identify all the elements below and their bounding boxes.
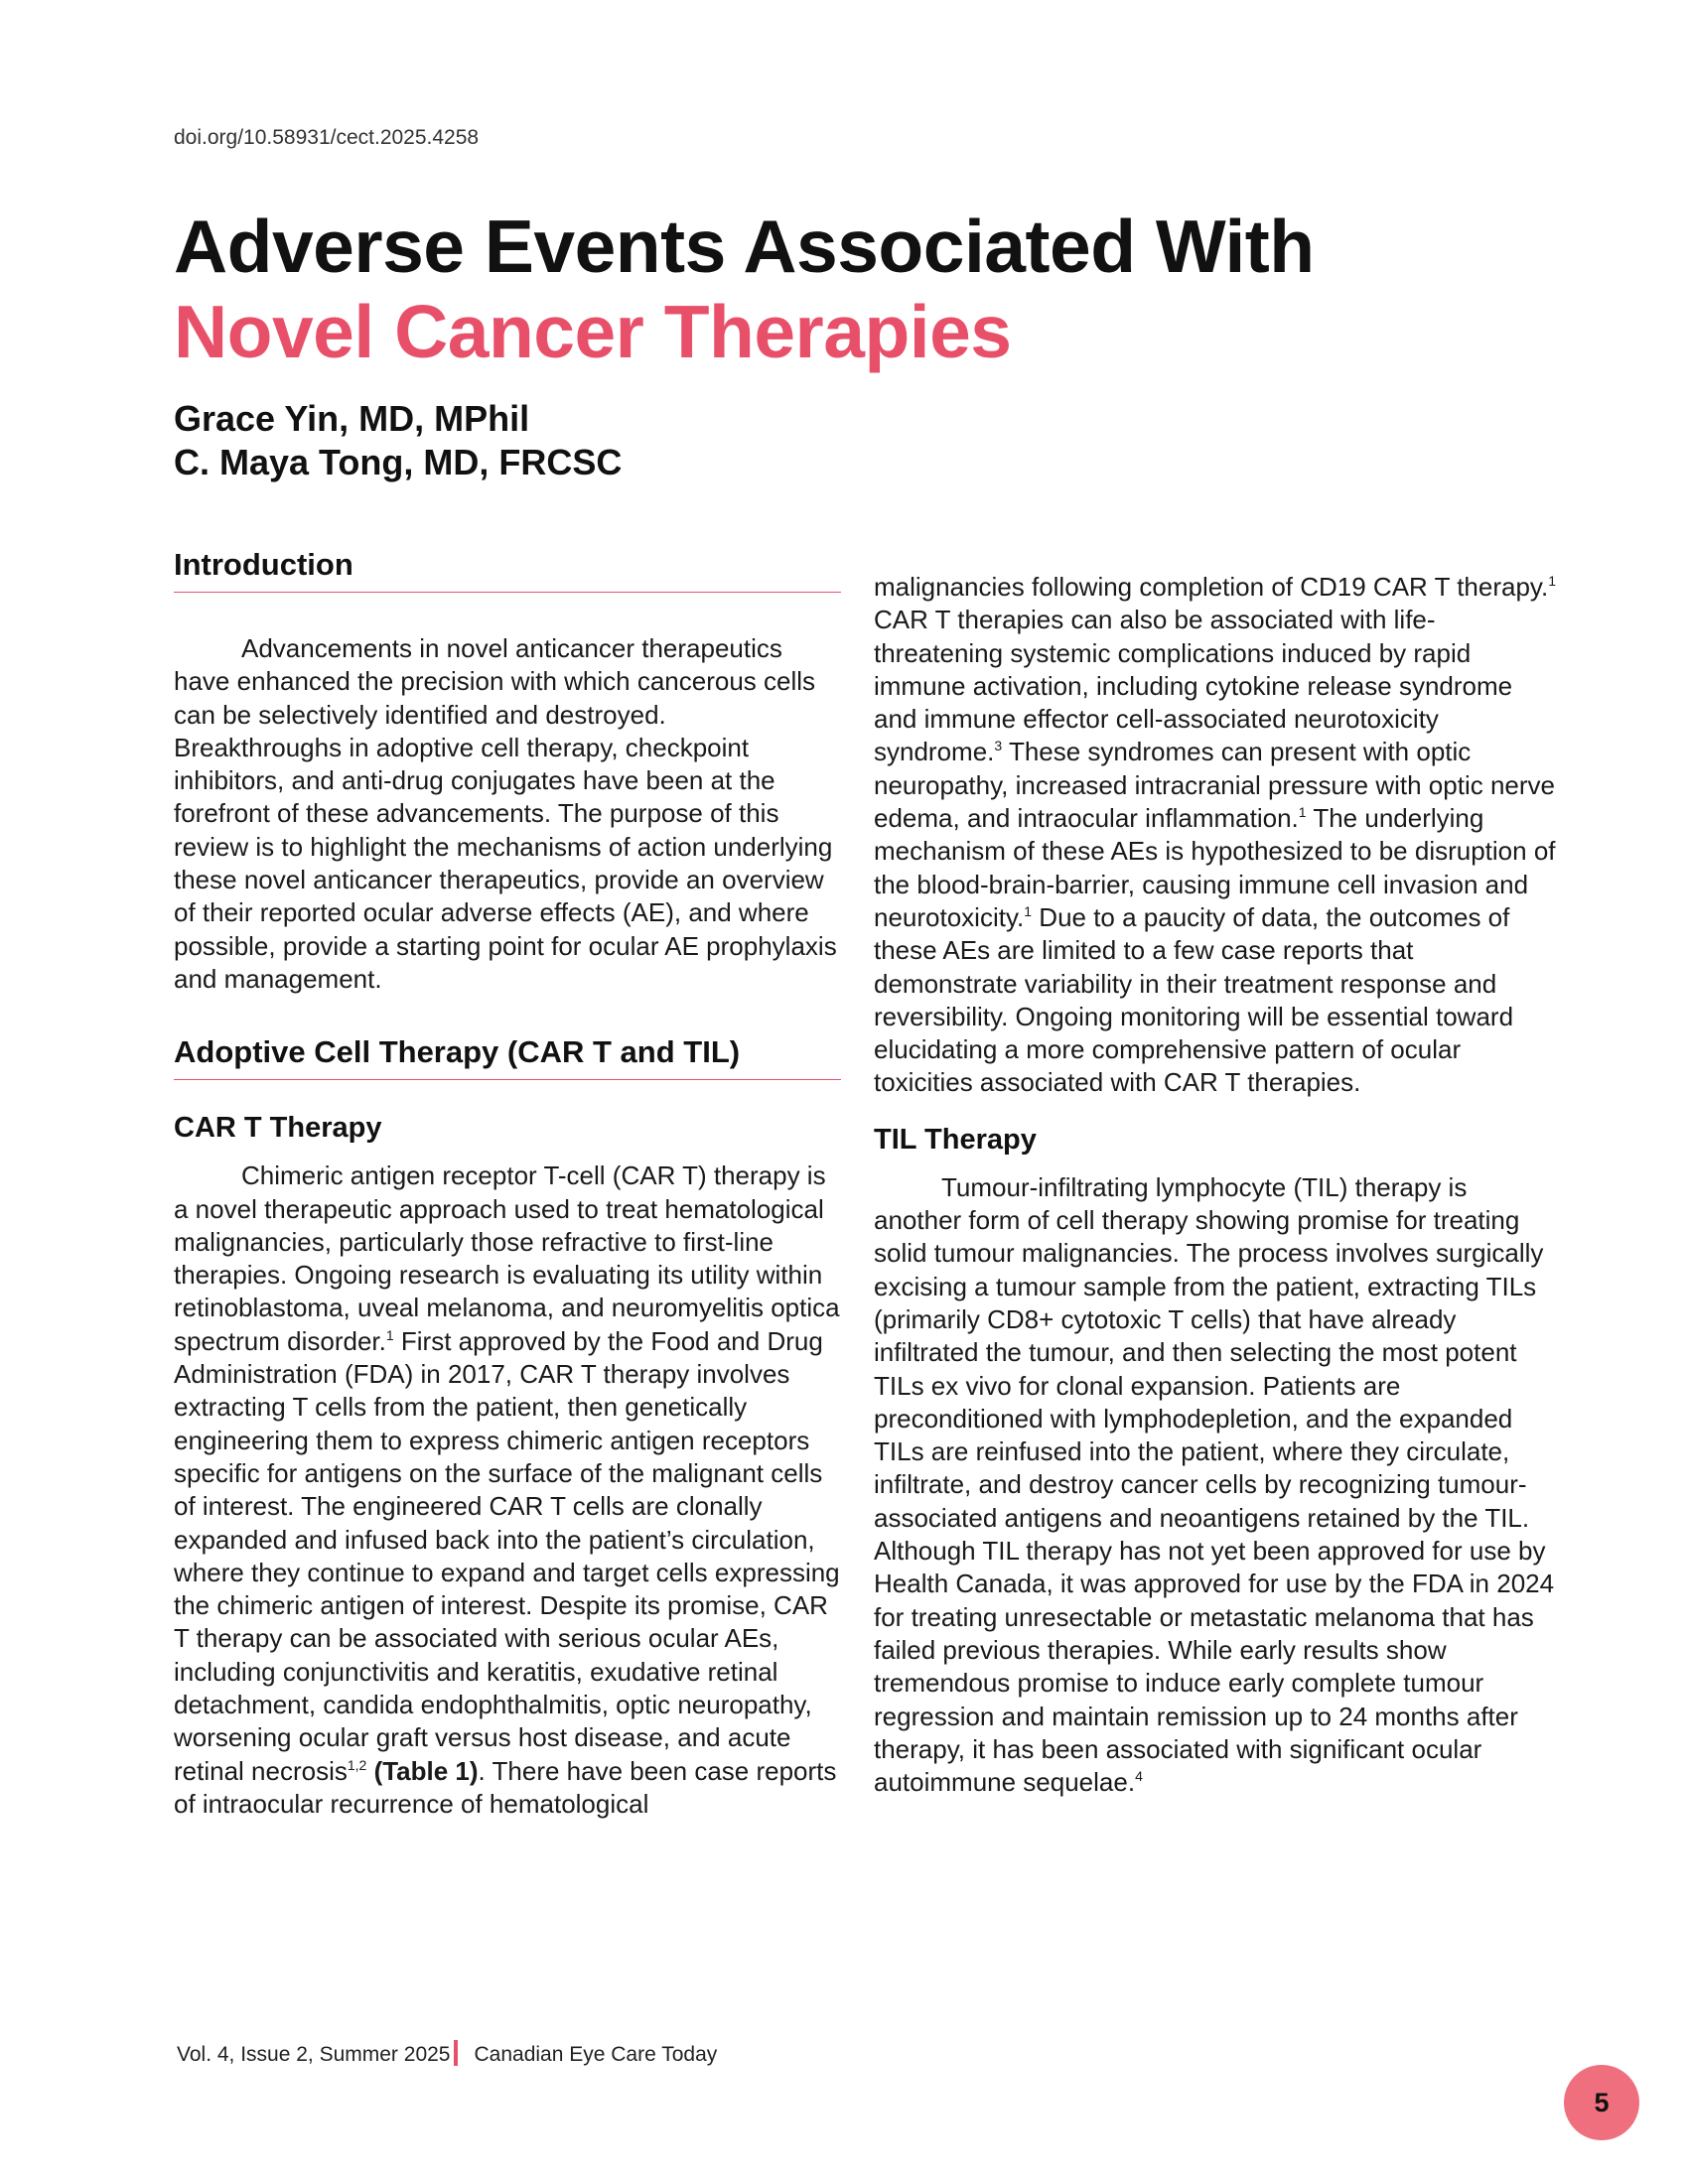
car-t-continuation-text [874,571,1559,1100]
citation-superscript: 1 [1024,902,1033,919]
article-title [174,204,1315,374]
citation-superscript: 1,2 [347,1756,367,1773]
introduction-text: Advancements in novel anticancer therapeutics have enhanced the precision with which cancerous cells can be selectively identified and destroyed. Breakthroughs in adoptive cell therapy, checkpoint inhibitors, and anti-drug conjugates have been at the forefront of these advancements. The purpose of this review is to highlight the mechanisms of action underlying these novel anticancer therapeutics, provide an overview of their reported ocular adverse effects (AE), and where possible, provide a starting point for ocular AE prophylaxis and management. [174,633,837,994]
continuation-part-4: The underlying mechanism of these AEs is hypothesized to be disruption of the blood-brain-barrier, causing immune cell invasion and neurotoxicity. [874,803,1556,932]
citation-superscript: 1 [1298,804,1307,821]
car-t-heading: CAR T Therapy [174,1112,382,1145]
citation-superscript: 1 [385,1326,394,1343]
table-1-reference[interactable]: (Table 1) [373,1755,479,1786]
doi-link[interactable]: doi.org/10.58931/cect.2025.4258 [174,126,480,149]
til-text-body: Tumour-infiltrating lymphocyte (TIL) therapy is another form of cell therapy showing promise for treating solid tumour malignancies. The process involves surgically excising a tumour sample from the patient, extracting TILs (primarily CD8+ cytotoxic T cells) that have already infiltrated the tumour, and then selecting the most potent TILs ex vivo for clonal expansion. Patients are preconditioned with lymphodepletion, and the expanded TILs are reinfused into the patient, where they circulate, infiltrate, and destroy cancer cells by recognizing tumour-associated antigens and neoantigens retained by the TIL. Although TIL therapy has not yet been approved for use by Health Canada, it was approved for use by the FDA in 2024 for treating unresectable or metastatic melanoma that has failed previous therapies. While early results show tremendous promise to induce early complete tumour regression and maintain remission up to 24 months after therapy, it has been associated with significant ocular autoimmune sequelae. [874,1171,1555,1798]
right-column [874,571,1559,1799]
journal-name: Canadian Eye Care Today [474,2043,718,2066]
page-footer [177,2040,717,2067]
page-number-badge: 5 [1564,2065,1639,2140]
car-t-text [174,1160,841,1821]
title-line-2: Novel Cancer Therapies [174,290,1012,373]
car-t-text-part-2: First approved by the Food and Drug Administration (FDA) in 2017, CAR T therapy involves extracting T cells from the patient, then genetically engineering them to express chimeric antigen receptors specific for antigens on the surface of the malignant cells of interest. The engineered CAR T cells are clonally expanded and infused back into the patient’s circulation, where they continue to expand and target cells expressing the chimeric antigen of interest. Despite its promise, CAR T therapy can be associated with serious ocular AEs, including conjunctivitis and keratitis, exudative retinal detachment, candida endophthalmitis, optic neuropathy, worsening ocular graft versus host disease, and acute retinal necrosis [174,1325,840,1786]
adoptive-cell-therapy-heading: Adoptive Cell Therapy (CAR T and TIL) [174,1033,841,1080]
citation-superscript: 4 [1135,1768,1143,1785]
citation-superscript: 3 [994,738,1003,754]
footer-divider [454,2040,458,2066]
til-heading: TIL Therapy [874,1123,1037,1156]
author-2: C. Maya Tong, MD, FRCSC [174,442,623,482]
issue-info: Vol. 4, Issue 2, Summer 2025 [177,2043,451,2066]
til-text [874,1171,1559,1800]
car-t-text-part-1: Chimeric antigen receptor T-cell (CAR T) therapy is a novel therapeutic approach used to treat hematological malignancies, particularly those refractive to first-line therapies. Ongoing research is evaluating its utility within retinoblastoma, uveal melanoma, and neuromyelitis optica spectrum disorder. [174,1160,840,1356]
continuation-part-2: CAR T therapies can also be associated with life-threatening systemic complications induced by rapid immune activation, including cytokine release syndrome and immune effector cell-associated neurotoxicity syndrome. [874,605,1513,767]
introduction-heading: Introduction [174,546,841,593]
continuation-part-3: These syndromes can present with optic neuropathy, increased intracranial pressure with optic nerve edema, and intraocular inflammation. [874,737,1555,834]
continuation-part-5: Due to a paucity of data, the outcomes of these AEs are limited to a few case reports that demonstrate variability in their treatment response and reversibility. Ongoing monitoring will be essential toward elucidating a more comprehensive pattern of ocular toxicities associated with CAR T therapies. [874,901,1514,1098]
continuation-part-1: malignancies following completion of CD19 CAR T therapy. [874,572,1549,602]
author-1: Grace Yin, MD, MPhil [174,398,530,439]
citation-superscript: 1 [1548,573,1557,589]
author-list [174,397,622,484]
title-line-1: Adverse Events Associated With [174,205,1315,288]
car-t-text-part-3: . There have been case reports of intraocular recurrence of hematological [174,1755,837,1819]
left-column [174,546,841,1821]
